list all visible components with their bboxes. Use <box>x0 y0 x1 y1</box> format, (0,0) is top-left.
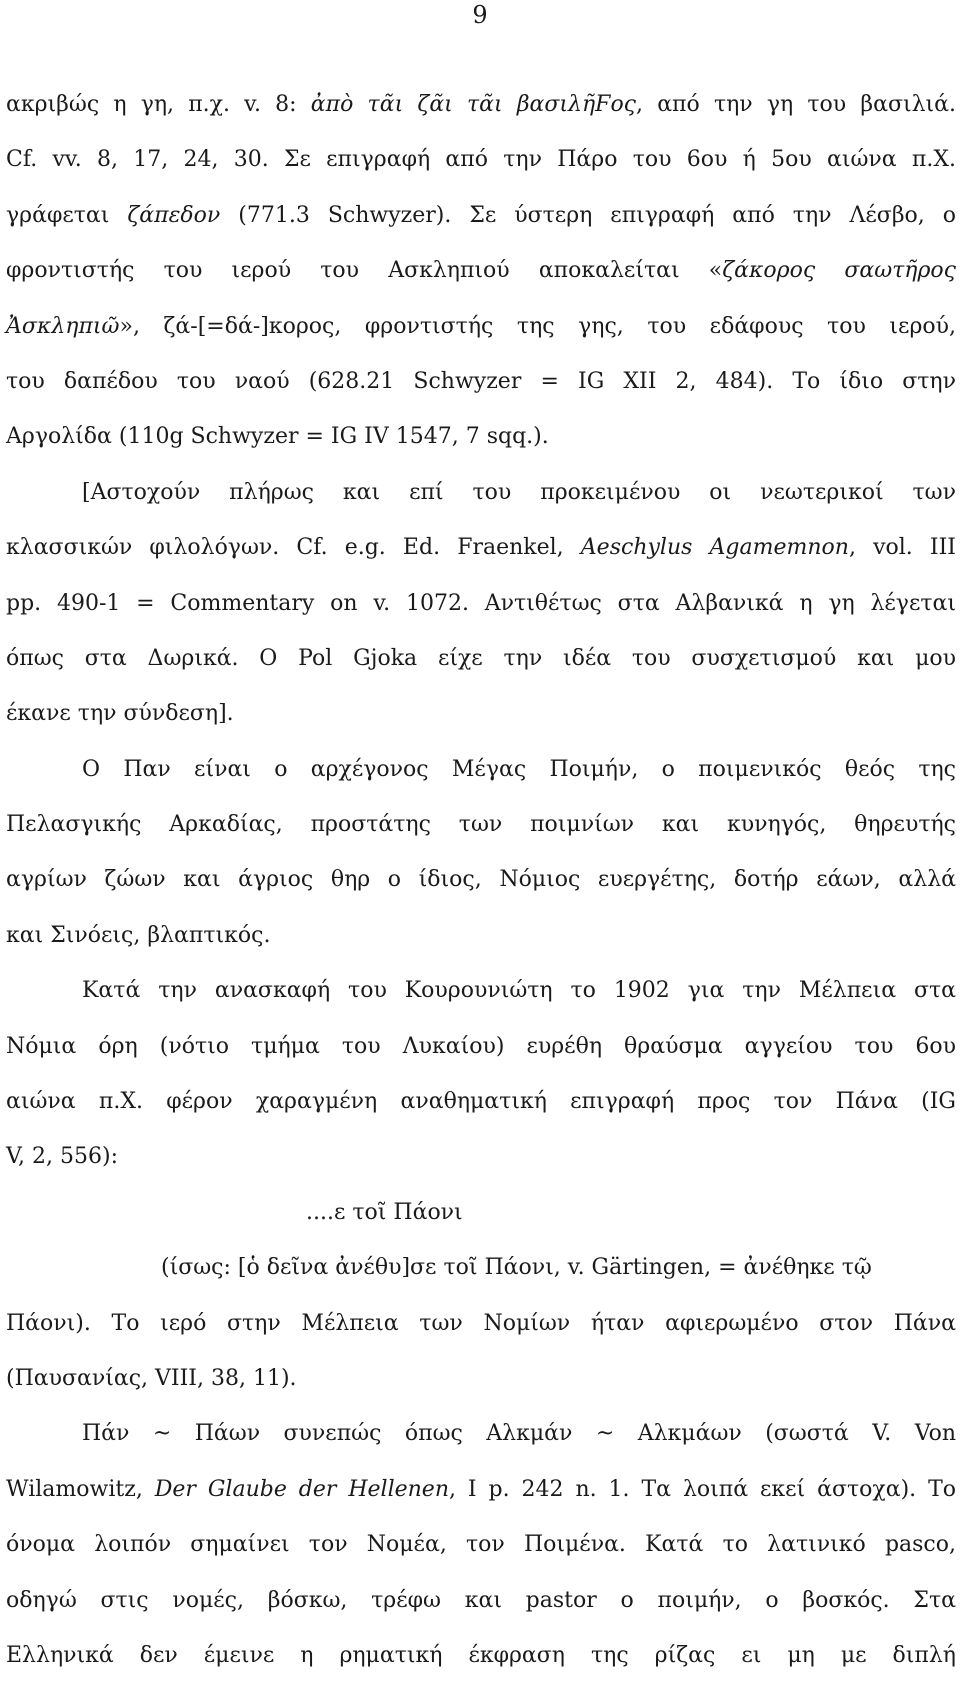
document-body <box>6 77 956 1683</box>
text-run: », ζά-[=δά-]κορος, φροντιστής της γης, του εδάφους του ιερού, <box>119 313 956 339</box>
text-run: κλασσικών φιλολόγων. Cf. e.g. Ed. Fraenkel, <box>6 535 581 561</box>
page-number: 9 <box>472 1 488 29</box>
text-line: (ίσως: [ὁ δεῖνα ἀνέθυ]σε τοῖ Πάονι, v. Gärtingen, = ἀνέθηκε τῷ <box>161 1255 872 1281</box>
text-run: , από την γη του βασιλιά. <box>636 92 957 117</box>
text-line: αγρίων ζώων και άγριος θηρ ο ίδιος, Νόμιος ευεργέτης, δοτήρ εάων, αλλά <box>6 867 956 893</box>
text-line: του δαπέδου του ναού (628.21 Schwyzer = IG XII 2, 484). Το ίδιο στην <box>6 368 956 394</box>
text-line: Νόμια όρη (νότιο τμήμα του Λυκαίου) ευρέθη θραύσμα αγγείου του 6ου <box>6 1033 956 1059</box>
text-line: Ελληνικά δεν έμεινε η ρηματική έκφραση της ρίζας ει μη με διπλή <box>6 1642 956 1668</box>
book-title: Der Glaube der Hellenen <box>154 1476 449 1502</box>
text-line: όνομα λοιπόν σημαίνει τον Νομέα, τον Ποιμένα. Κατά το λατινικό pasco, <box>6 1532 956 1558</box>
text-line <box>6 299 956 354</box>
text-line: Cf. vv. 8, 17, 24, 30. Σε επιγραφή από την Πάρο του 6ου ή 5ου αιώνα π.Χ. <box>6 147 956 173</box>
text-run: γράφεται <box>6 202 128 228</box>
text-line: Αργολίδα (110g Schwyzer = IG IV 1547, 7 sqq.). <box>6 424 549 450</box>
text-line: (Παυσανίας, VIII, 38, 11). <box>6 1365 297 1391</box>
text-line: έκανε την σύνδεση]. <box>6 701 234 727</box>
greek-quote: ἀπὸ τᾶι ζᾶι τᾶι βασιλῆϜος <box>310 92 637 117</box>
text-line <box>6 77 956 132</box>
text-run: φροντιστής του ιερού του Ασκληπιού αποκαλείται « <box>6 258 723 284</box>
text-run: Wilamowitz, <box>6 1476 155 1502</box>
text-line <box>6 188 956 243</box>
text-line: Κατά την ανασκαφή του Κουρουνιώτη το 1902 για την Μέλπεια στα <box>82 978 956 1004</box>
text-line: Πάονι). Το ιερό στην Μέλπεια των Νομίων ήταν αφιερωμένο στον Πάνα <box>6 1310 956 1336</box>
inscription-line: ....ε τοῖ Πάονι <box>306 1199 463 1225</box>
text-line: pp. 490-1 = Commentary on v. 1072. Αντιθέτως στα Αλβανικά η γη λέγεται <box>6 590 956 616</box>
text-line <box>6 520 956 575</box>
text-line: οδηγώ στις νομές, βόσκω, τρέφω και pastor ο ποιμήν, ο βοσκός. Στα <box>6 1587 956 1613</box>
text-line: αιώνα π.Χ. φέρον χαραγμένη αναθηματική επιγραφή προς τον Πάνα (IG <box>6 1089 956 1115</box>
text-line: και Σινόεις, βλαπτικός. <box>6 922 271 948</box>
text-line <box>6 1462 956 1517</box>
text-line: [Αστοχούν πλήρως και επί του προκειμένου οι νεωτερικοί των <box>82 479 956 505</box>
book-title: Aeschylus Agamemnon <box>580 535 849 561</box>
text-line: Πελασγικής Αρκαδίας, προστάτης των ποιμνίων και κυνηγός, θηρευτής <box>6 812 956 838</box>
text-run: , I p. 242 n. 1. Τα λοιπά εκεί άστοχα). Το <box>449 1476 957 1502</box>
text-line: Ο Παν είναι ο αρχέγονος Μέγας Ποιμήν, ο ποιμενικός θεός της <box>82 756 956 782</box>
text-line <box>6 243 956 298</box>
text-line: V, 2, 556): <box>6 1144 118 1170</box>
greek-word: ζάπεδον <box>127 202 221 228</box>
greek-quote: Ἀσκληπιῶ <box>6 313 120 339</box>
text-line: όπως στα Δωρικά. Ο Pol Gjoka είχε την ιδέα του συσχετισμού και μου <box>6 645 956 671</box>
text-run: , vol. III <box>848 535 956 561</box>
greek-quote: ζάκορος σαωτῆρος <box>722 258 956 284</box>
text-run: ακριβώς η γη, π.χ. v. 8: <box>6 92 311 117</box>
text-line: Πάν ~ Πάων συνεπώς όπως Αλκμάν ~ Αλκμάων (σωστά V. Von <box>82 1421 956 1447</box>
text-run: (771.3 Schwyzer). Σε ύστερη επιγραφή από την Λέσβο, ο <box>220 202 956 228</box>
